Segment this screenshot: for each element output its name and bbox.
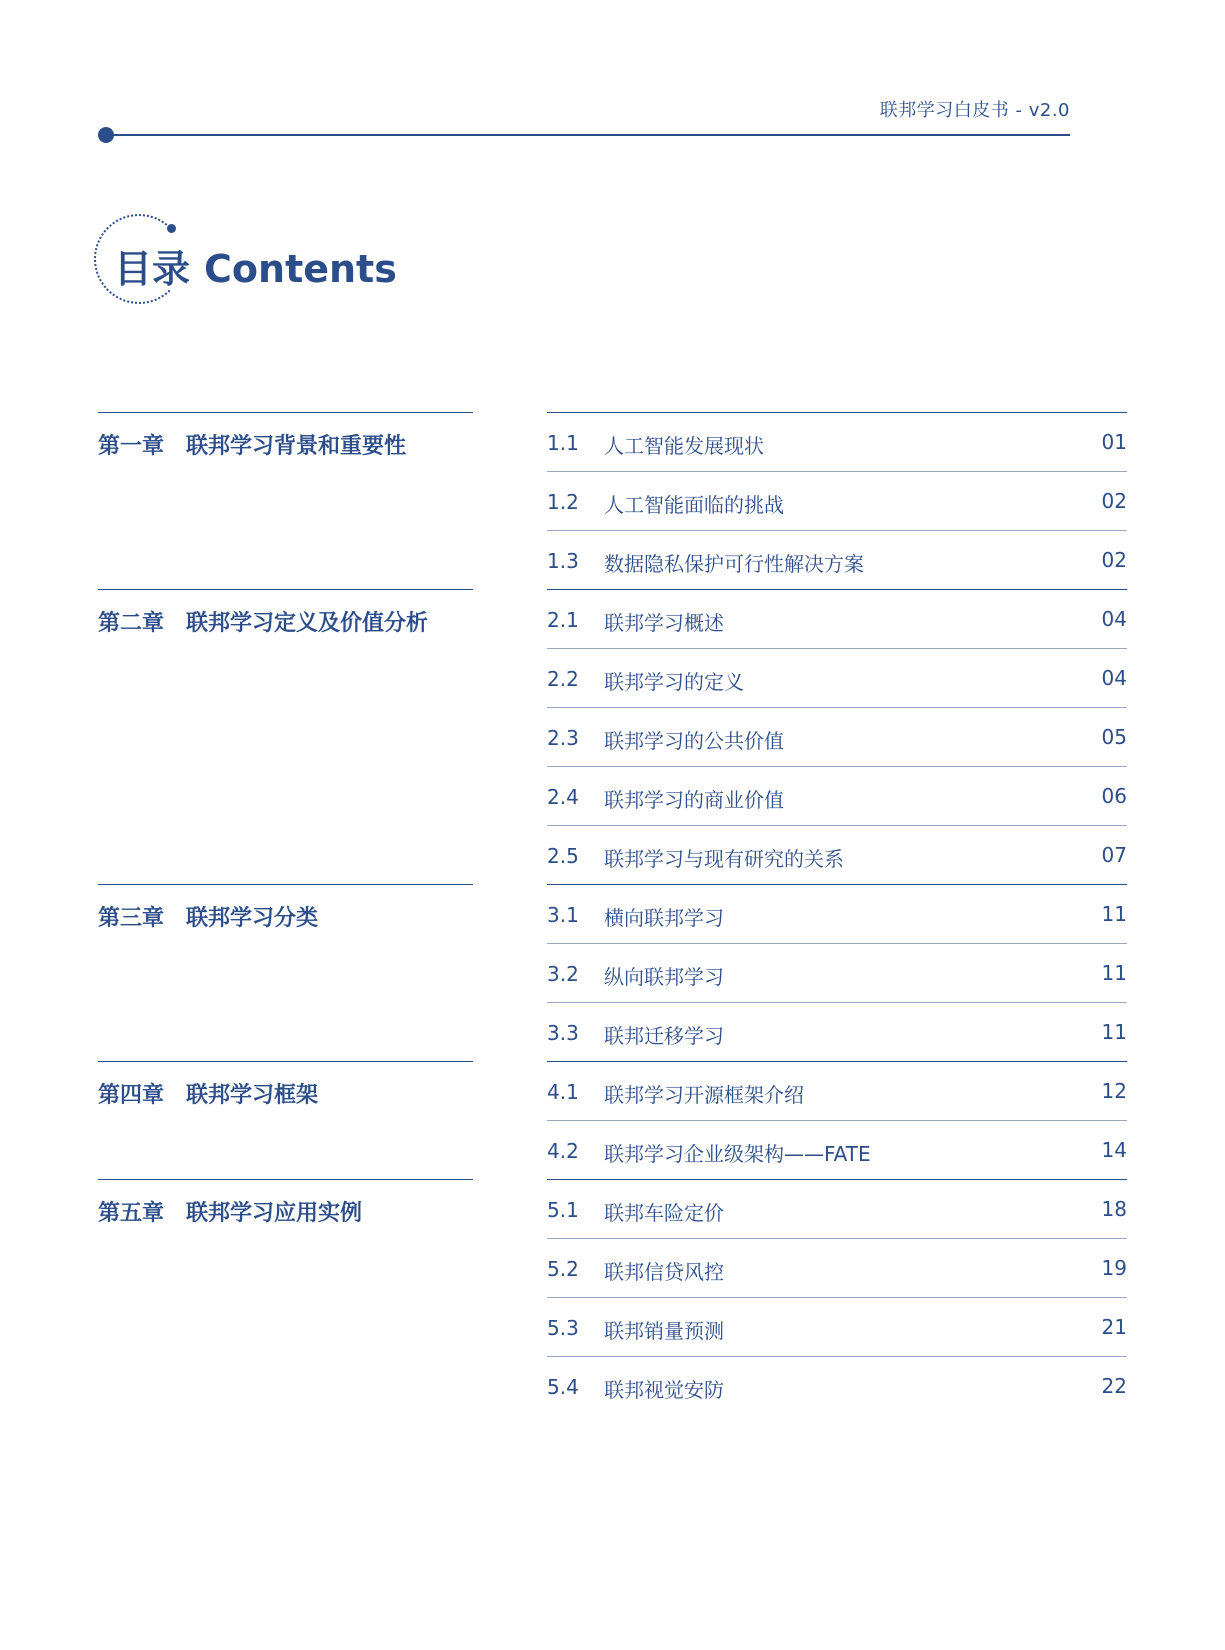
toc-entry-page: 04: [1101, 666, 1127, 690]
toc-entry-label: 联邦销量预测: [604, 1319, 724, 1343]
toc-entry[interactable]: [547, 1297, 1127, 1356]
toc-entry-label: 数据隐私保护可行性解决方案: [604, 552, 864, 576]
toc-entry-page: 06: [1101, 784, 1127, 808]
toc-entry-page: 07: [1101, 843, 1127, 867]
toc-entry-page: 11: [1101, 961, 1127, 985]
toc-entry-label: 联邦学习的商业价值: [604, 788, 784, 812]
toc-entry-label: 联邦学习概述: [604, 611, 724, 635]
toc-entry-page: 11: [1101, 902, 1127, 926]
toc-entry[interactable]: [547, 1002, 1127, 1061]
chapter-title: 第三章 联邦学习分类: [98, 906, 319, 931]
toc-entry-page: 02: [1101, 489, 1127, 513]
chapter-heading[interactable]: [98, 1061, 473, 1109]
toc-entry-number: 1.3: [547, 549, 579, 573]
toc-entry-number: 3.3: [547, 1021, 579, 1045]
chapter-heading[interactable]: [98, 1179, 473, 1227]
toc-entry-page: 21: [1101, 1315, 1127, 1339]
toc-entry-number: 3.2: [547, 962, 579, 986]
toc-entry-page: 14: [1101, 1138, 1127, 1162]
toc-entry-number: 1.2: [547, 490, 579, 514]
toc-entry-page: 05: [1101, 725, 1127, 749]
toc-entry-label: 联邦视觉安防: [604, 1378, 724, 1402]
toc-entry[interactable]: [547, 884, 1127, 943]
toc-entry-number: 5.4: [547, 1375, 579, 1399]
toc-entry-page: 19: [1101, 1256, 1127, 1280]
page-title-en: Contents: [204, 247, 397, 291]
toc-entry[interactable]: [547, 766, 1127, 825]
header-title: 联邦学习白皮书 - v2.0: [879, 100, 1070, 121]
toc-entry[interactable]: [547, 412, 1127, 471]
toc-entry[interactable]: [547, 471, 1127, 530]
toc-entry[interactable]: [547, 1179, 1127, 1238]
toc-entry-number: 2.2: [547, 667, 579, 691]
toc-entry-page: 12: [1101, 1079, 1127, 1103]
header-rule: [107, 134, 1070, 136]
chapter-title: 第五章 联邦学习应用实例: [98, 1201, 363, 1226]
title-decoration-dot: [167, 224, 176, 233]
toc-entry-page: 02: [1101, 548, 1127, 572]
toc-entry-label: 联邦学习的定义: [604, 670, 744, 694]
toc-entry-number: 3.1: [547, 903, 579, 927]
chapter-heading[interactable]: [98, 884, 473, 932]
toc-entry-page: 18: [1101, 1197, 1127, 1221]
toc-entry[interactable]: [547, 1120, 1127, 1179]
toc-entry-number: 5.2: [547, 1257, 579, 1281]
toc-entry-label: 联邦学习开源框架介绍: [604, 1083, 804, 1107]
toc-entry[interactable]: [547, 589, 1127, 648]
toc-entry-number: 2.1: [547, 608, 579, 632]
toc-entry[interactable]: [547, 1356, 1127, 1415]
toc-entry-number: 2.5: [547, 844, 579, 868]
toc-entry-label: 纵向联邦学习: [604, 965, 724, 989]
toc-entry-label: 联邦学习与现有研究的关系: [604, 847, 844, 871]
toc-entry-number: 4.1: [547, 1080, 579, 1104]
toc-entry-number: 2.3: [547, 726, 579, 750]
toc-entry-number: 5.3: [547, 1316, 579, 1340]
toc-entry-label: 联邦车险定价: [604, 1201, 724, 1225]
toc-entry-page: 01: [1101, 430, 1127, 454]
toc-entry-label: 人工智能发展现状: [604, 434, 764, 458]
toc-entry-page: 22: [1101, 1374, 1127, 1398]
chapter-heading[interactable]: [98, 412, 473, 460]
toc-entry-label: 横向联邦学习: [604, 906, 724, 930]
toc-entry-label: 联邦迁移学习: [604, 1024, 724, 1048]
header-dot: [98, 127, 114, 143]
toc-entry-number: 2.4: [547, 785, 579, 809]
chapter-title: 第二章 联邦学习定义及价值分析: [98, 611, 429, 636]
toc-entry-label: 联邦信贷风控: [604, 1260, 724, 1284]
toc-entry-page: 11: [1101, 1020, 1127, 1044]
toc-entry-number: 1.1: [547, 431, 579, 455]
toc-entry[interactable]: [547, 943, 1127, 1002]
chapter-heading[interactable]: [98, 589, 473, 637]
chapter-title: 第四章 联邦学习框架: [98, 1083, 319, 1108]
toc-entry-page: 04: [1101, 607, 1127, 631]
chapter-title: 第一章 联邦学习背景和重要性: [98, 434, 407, 459]
toc-entry[interactable]: [547, 648, 1127, 707]
toc-entry-label: 人工智能面临的挑战: [604, 493, 784, 517]
page-title-zh: 目录: [114, 247, 191, 291]
toc-entry[interactable]: [547, 1238, 1127, 1297]
toc-entry[interactable]: [547, 1061, 1127, 1120]
page-title: [114, 238, 397, 293]
toc-list: [547, 412, 1127, 1415]
toc-entry-number: 4.2: [547, 1139, 579, 1163]
toc-entry-number: 5.1: [547, 1198, 579, 1222]
toc-entry[interactable]: [547, 825, 1127, 884]
toc-entry[interactable]: [547, 530, 1127, 589]
toc-entry-label: 联邦学习企业级架构——FATE: [604, 1142, 871, 1166]
toc-entry[interactable]: [547, 707, 1127, 766]
toc-entry-label: 联邦学习的公共价值: [604, 729, 784, 753]
